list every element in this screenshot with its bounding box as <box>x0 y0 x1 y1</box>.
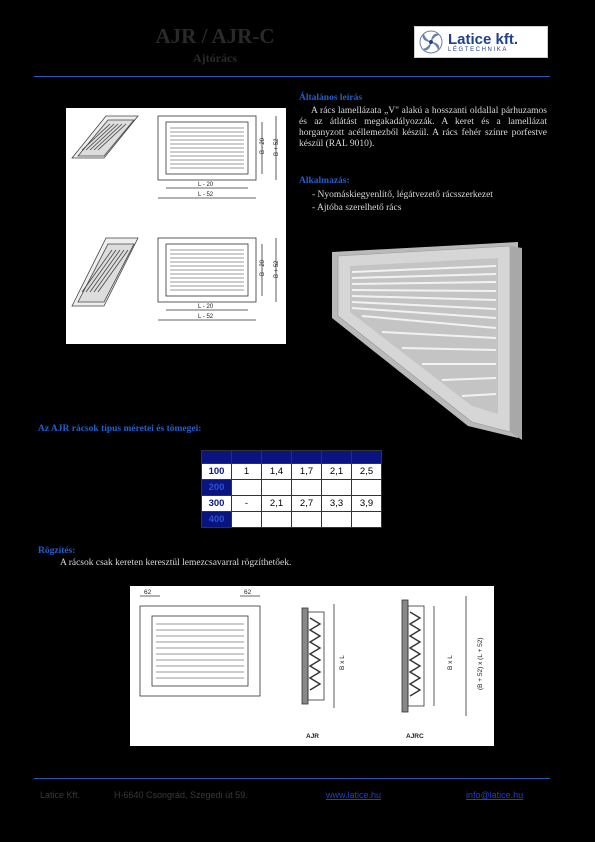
table-cell <box>292 512 322 528</box>
table-corner: B / L <box>202 451 232 464</box>
dim-b-plus-52-mid: B + 52 <box>274 260 280 278</box>
usage-item: - Nyomáskiegyenlítő, légátvezető rácsszerkezet <box>312 190 493 200</box>
table-header-row <box>202 451 382 464</box>
mounting-drawing <box>130 586 494 746</box>
row-header: 100 <box>202 464 232 480</box>
product-photo <box>322 236 530 444</box>
table-row <box>202 464 382 480</box>
footer-web-link[interactable]: www.latice.hu <box>326 790 382 800</box>
ajrc-dimension-inner: B x L <box>447 655 454 670</box>
usage-list <box>312 189 493 215</box>
ajrc-section <box>402 596 466 716</box>
usage-heading: Alkalmazás: <box>299 176 350 186</box>
footer-address: H-6640 Csongrád, Szegedi út 59. <box>114 790 248 800</box>
column-header: 600 <box>352 451 382 464</box>
logo-subtitle: LÉGTECHNIKA <box>448 46 508 53</box>
table-cell <box>352 512 382 528</box>
dimension-figure <box>66 108 286 344</box>
general-description: A rács lamellázata „V" alakú a hosszanti oldallal párhuzamos és az átlátást megakadályozzák. A keret és a lamellázat horganyzott acéllemezből készül. A rács fehér színre porfestve készül (RAL 9010). <box>299 106 547 149</box>
dim-l-minus-52-top: L - 52 <box>198 192 214 198</box>
table-cell: 3,3 <box>322 496 352 512</box>
dimension-drawing <box>66 108 286 344</box>
dim-left: 62 <box>144 589 152 596</box>
fan-logo-icon <box>418 29 444 55</box>
ajrc-dimension-outer: (B + 52) x (L + 52) <box>477 637 484 690</box>
dim-b-minus-20-top: B - 20 <box>260 137 266 154</box>
perspective-grille-top <box>72 116 138 158</box>
column-header: 300 <box>262 451 292 464</box>
column-header: 500 <box>322 451 352 464</box>
usage-item: - Ajtóba szerelhető rács <box>312 203 402 213</box>
dim-b-minus-20-mid: B - 20 <box>260 259 266 276</box>
mounting-text: A rácsok csak kereten keresztül lemezcsavarral rögzíthetőek. <box>60 558 292 568</box>
ajr-label: AJR <box>306 733 320 740</box>
table-row <box>202 480 382 496</box>
ajr-section <box>302 604 334 708</box>
table-row <box>202 512 382 528</box>
front-view <box>140 596 260 696</box>
column-header: 400 <box>292 451 322 464</box>
table-cell <box>262 480 292 496</box>
table-cell: 2,1 <box>322 464 352 480</box>
footer-company: Latice Kft. <box>40 790 81 800</box>
footer-divider <box>34 778 550 779</box>
footer-email-link[interactable]: info@latice.hu <box>466 790 524 800</box>
dim-l-minus-20-mid: L - 20 <box>198 304 214 310</box>
table-heading: Az AJR rácsok típus méretei és tömegei: <box>38 424 202 434</box>
header-divider <box>34 76 550 77</box>
table-cell <box>232 480 262 496</box>
front-grille-mid <box>158 238 276 320</box>
page-header <box>34 24 554 74</box>
company-logo <box>414 26 548 58</box>
table-cell <box>292 480 322 496</box>
table-cell <box>352 480 382 496</box>
dim-b-plus-52-top: B + 52 <box>274 138 280 156</box>
ajrc-label: AJRC <box>406 733 424 740</box>
table-cell: 2,7 <box>292 496 322 512</box>
table-cell <box>322 512 352 528</box>
perspective-grille-mid <box>72 238 138 306</box>
sizes-table <box>201 450 382 528</box>
table-cell: 1,7 <box>292 464 322 480</box>
general-heading: Általános leírás <box>299 93 363 103</box>
mounting-heading: Rögzítés: <box>38 546 76 556</box>
table-cell: - <box>232 496 262 512</box>
page-subtitle: Ajtórács <box>193 51 237 65</box>
table-cell <box>322 480 352 496</box>
ajr-dimension: B x L <box>339 655 346 670</box>
dim-l-minus-52-mid: L - 52 <box>198 314 214 320</box>
table-cell: 2,1 <box>262 496 292 512</box>
table-cell: 3,9 <box>352 496 382 512</box>
row-header: 300 <box>202 496 232 512</box>
table-cell <box>262 512 292 528</box>
table-cell: 1 <box>232 464 262 480</box>
table-cell <box>232 512 262 528</box>
front-grille-top <box>158 116 276 198</box>
page-title: AJR / AJR-C <box>155 24 275 48</box>
row-header: 200 <box>202 480 232 496</box>
logo-name: Latice kft. <box>448 30 519 48</box>
table-cell: 1,4 <box>262 464 292 480</box>
table-cell: 2,5 <box>352 464 382 480</box>
dim-right: 62 <box>244 589 252 596</box>
dim-l-minus-20-top: L - 20 <box>198 182 214 188</box>
column-header: 200 <box>232 451 262 464</box>
table-row <box>202 496 382 512</box>
row-header: 400 <box>202 512 232 528</box>
